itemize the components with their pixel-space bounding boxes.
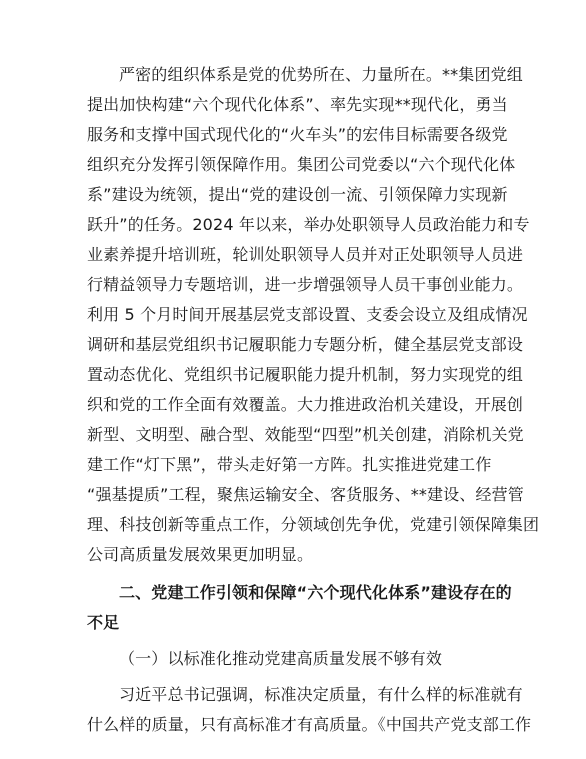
text-line: 提出加快构建“六个现代化体系”、率先实现**现代化，勇当 xyxy=(87,95,508,114)
text-line: 系”建设为统领，提出“党的建设创一流、引领保障力实现新 xyxy=(87,185,508,204)
subsection-heading-line: （一）以标准化推动党建高质量发展不够有效 xyxy=(119,649,443,668)
text-line: 建工作“灯下黑”，带头走好第一方阵。扎实推进党建工作 xyxy=(87,455,492,474)
text-line: 织和党的工作全面有效覆盖。大力推进政治机关建设，开展创 xyxy=(87,395,524,414)
section-heading-line: 不足 xyxy=(87,613,120,632)
text-line: 跃升”的任务。2024 年以来，举办处职领导人员政治能力和专 xyxy=(87,215,530,234)
section-heading-line: 二、党建工作引领和保障“六个现代化体系”建设存在的 xyxy=(119,583,512,602)
subsection-heading xyxy=(87,644,507,674)
paragraph-standards xyxy=(87,680,532,740)
text-line: 行精益领导力专题培训，进一步增强领导人员干事创业能力。 xyxy=(87,275,524,294)
text-line: 习近平总书记强调，标准决定质量，有什么样的标准就有 xyxy=(119,685,523,704)
paragraph-organization-system xyxy=(87,60,540,570)
text-line: 服务和支撑中国式现代化的“火车头”的宏伟目标需要各级党 xyxy=(87,125,508,144)
section-heading xyxy=(87,578,512,638)
text-line: 严密的组织体系是党的优势所在、力量所在。**集团党组 xyxy=(119,65,523,84)
document-body xyxy=(87,60,540,740)
text-line: 公司高质量发展效果更加明显。 xyxy=(87,545,314,564)
text-line: 业素养提升培训班，轮训处职领导人员并对正处职领导人员进 xyxy=(87,245,524,264)
text-line: 什么样的质量，只有高标准才有高质量。《中国共产党支部工作 xyxy=(87,715,532,734)
text-line: 组织充分发挥引领保障作用。集团公司党委以“六个现代化体 xyxy=(87,155,516,174)
text-line: 利用 5 个月时间开展基层党支部设置、支委会设立及组成情况 xyxy=(87,305,528,324)
text-line: “强基提质”工程，聚焦运输安全、客货服务、**建设、经营管 xyxy=(87,485,524,504)
text-line: 理、科技创新等重点工作，分领域创先争优，党建引领保障集团 xyxy=(87,515,540,534)
text-line: 新型、文明型、融合型、效能型“四型”机关创建，消除机关党 xyxy=(87,425,524,444)
text-line: 置动态优化、党组织书记履职能力提升机制，努力实现党的组 xyxy=(87,365,524,384)
text-line: 调研和基层党组织书记履职能力专题分析，健全基层党支部设 xyxy=(87,335,524,354)
